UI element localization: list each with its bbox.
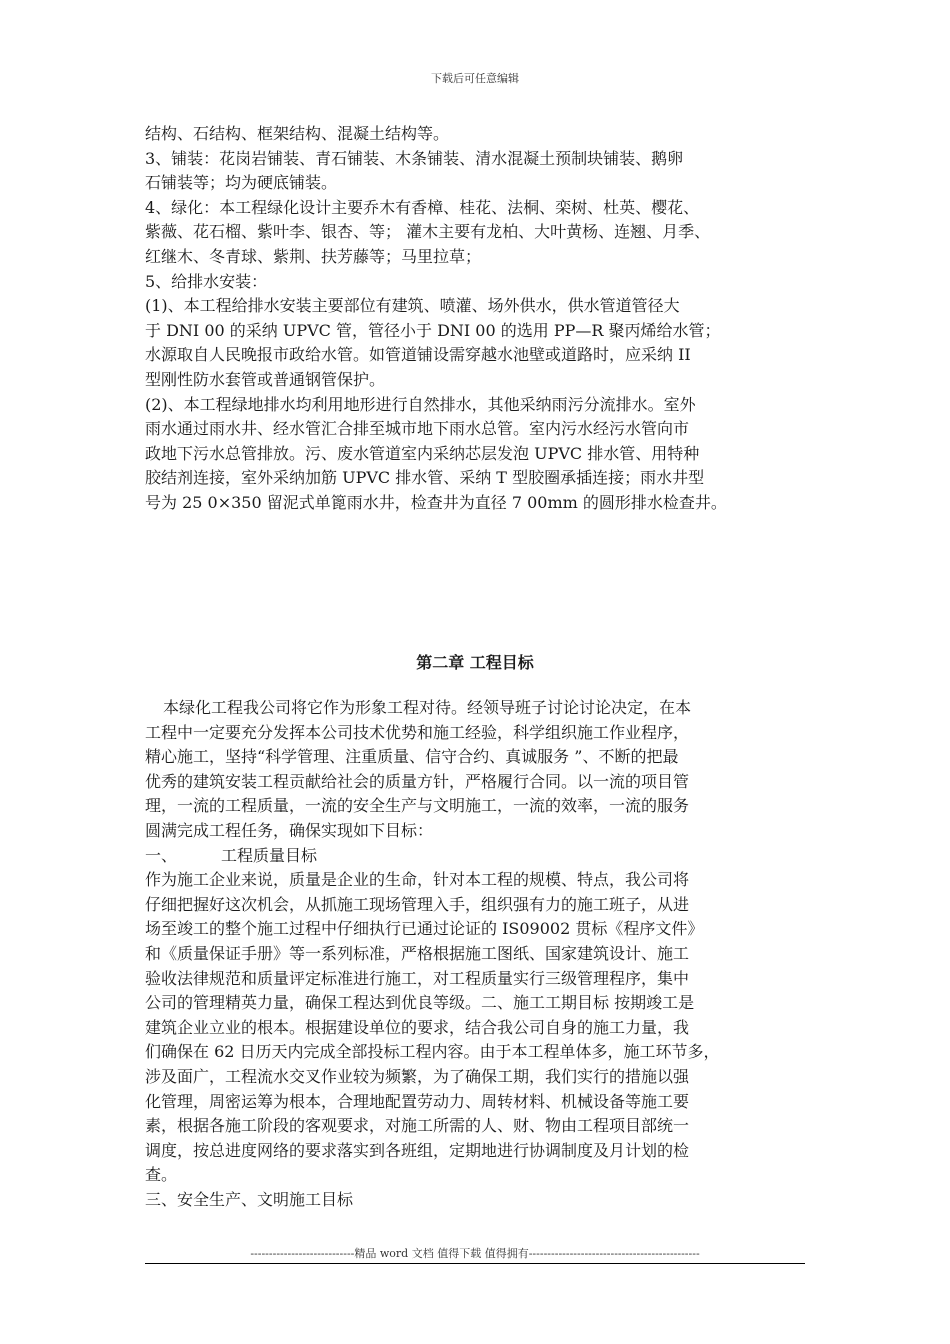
page-footer: ----------------------------精品 word 文档 值得下载 值得拥有---------------------------------------------- [250,1247,700,1260]
heading-text: 工程质量目标 [221,845,318,865]
text-line: 号为 25 0×350 留泥式单篦雨水井，检查井为直径 7 00mm 的圆形排水检查井。 [145,492,727,512]
text-line: 结构、石结构、框架结构、混凝土结构等。 [145,124,450,143]
text-line: 调度，按总进度网络的要求落实到各班组，定期地进行协调制度及月计划的检 [145,1140,690,1160]
text-line: 水源取自人民晚报市政给水管。如管道铺设需穿越水池壁或道路时，应采纳 II [145,345,691,365]
footer-divider [145,1263,805,1264]
text-line: 作为施工企业来说，质量是企业的生命，针对本工程的规模、特点，我公司将 [145,870,690,890]
text-line: 公司的管理精英力量，确保工程达到优良等级。二、施工工期目标 按期竣工是 [145,993,695,1013]
text-line: 精心施工，坚持“科学管理、注重质量、信守合约、真诚服务 ”、不断的把最 [145,747,679,767]
text-line: 三、安全生产、文明施工目标 [145,1189,354,1209]
text-line: 们确保在 62 日历天内完成全部投标工程内容。由于本工程单体多，施工环节多， [145,1042,720,1062]
text-line: 型刚性防水套管或普通钢管保护。 [145,369,386,389]
text-line: 验收法律规范和质量评定标准进行施工，对工程质量实行三级管理程序，集中 [145,968,690,988]
text-line: 素，根据各施工阶段的客观要求，对施工所需的人、财、物由工程项目部统一 [145,1116,690,1136]
text-line: 5、给排水安装： [145,271,268,291]
text-line: 本绿化工程我公司将它作为形象工程对待。经领导班子讨论讨论决定，在本 [163,698,692,717]
text-line: 4、绿化：本工程绿化设计主要乔木有香樟、桂花、法桐、栾树、杜英、樱花、 [145,197,700,217]
text-line: (2)、本工程绿地排水均利用地形进行自然排水，其他采纳雨污分流排水。室外 [145,394,696,414]
text-line: 紫薇、花石榴、紫叶李、银杏、等； 灌木主要有龙柏、大叶黄杨、连翘、月季、 [145,222,711,242]
text-line: 涉及面广，工程流水交叉作业较为频繁，为了确保工期，我们实行的措施以强 [145,1066,690,1086]
text-line: 优秀的建筑安装工程贡献给社会的质量方针，严格履行合同。以一流的项目管 [145,771,690,791]
text-line: 查。 [145,1165,178,1185]
text-line: 化管理，周密运筹为根本，合理地配置劳动力、周转材料、机械设备等施工要 [145,1091,690,1111]
heading-number: 一、 [145,845,178,865]
text-line: (1)、本工程给排水安装主要部位有建筑、喷灌、场外供水，供水管道管径大 [145,296,680,316]
text-line: 红继木、冬青球、紫荆、扶芳藤等；马里拉草； [145,246,482,266]
text-line: 仔细把握好这次机会，从抓施工现场管理入手，组织强有力的施工班子，从进 [145,894,690,914]
section-goals-text [145,696,825,1212]
section-drainage-text [145,122,825,516]
chapter-title: 第二章 工程目标 [416,653,534,672]
text-line: 建筑企业立业的根本。根据建设单位的要求，结合我公司自身的施工力量，我 [145,1017,690,1037]
text-line: 于 DNI 00 的采纳 UPVC 管，管径小于 DNI 00 的选用 PP—R 聚丙烯给水管； [145,320,721,340]
quality-goal-heading [145,844,825,869]
text-line: 胶结剂连接，室外采纳加筋 UPVC 排水管、采纳 T 型胶圈承插连接；雨水井型 [145,468,705,488]
text-line: 3、铺装：花岗岩铺装、青石铺装、木条铺装、清水混凝土预制块铺装、鹅卵 [145,148,684,168]
text-line: 工程中一定要充分发挥本公司技术优势和施工经验，科学组织施工作业程序， [145,722,690,742]
text-line: 石铺装等；均为硬底铺装。 [145,173,338,193]
text-line: 和《质量保证手册》等一系列标准，严格根据施工图纸、国家建筑设计、施工 [145,943,690,963]
text-line: 政地下污水总管排放。污、废水管道室内采纳芯层发泡 UPVC 排水管、用特种 [145,443,700,463]
text-line: 理，一流的工程质量，一流的安全生产与文明施工，一流的效率，一流的服务 [145,796,690,816]
text-line: 圆满完成工程任务，确保实现如下目标： [145,820,434,840]
page-header: 下载后可任意编辑 [431,72,519,85]
text-line: 雨水通过雨水井、经水管汇合排至城市地下雨水总管。室内污水经污水管向市 [145,419,690,439]
text-line: 场至竣工的整个施工过程中仔细执行已通过论证的 IS09002 贯标《程序文件》 [145,919,704,939]
